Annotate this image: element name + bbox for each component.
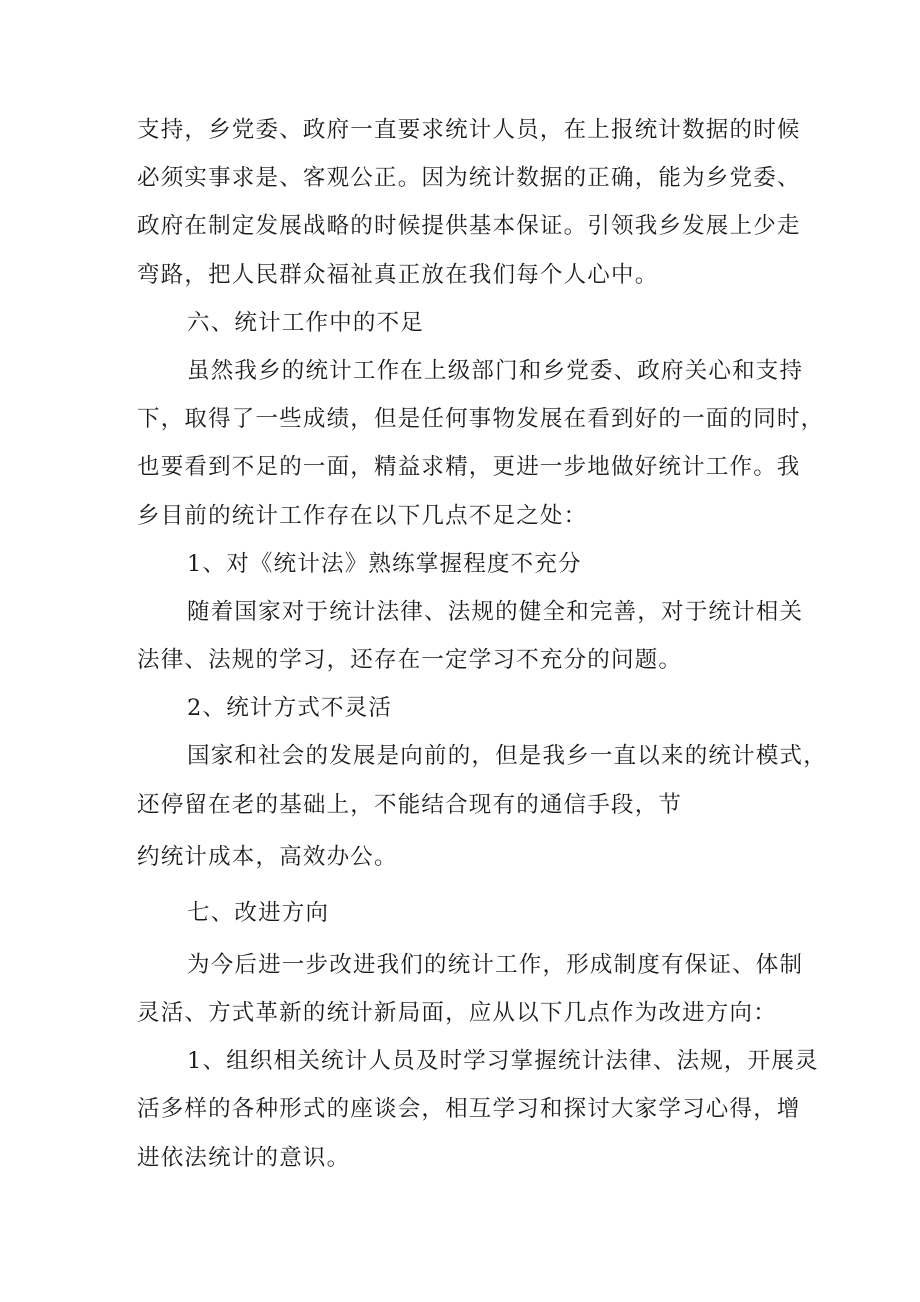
subheading-statistics-law: 1、对《统计法》熟练掌握程度不充分 [187,550,582,577]
paragraph-line: 为今后进一步改进我们的统计工作，形成制度有保证、体制 [187,951,804,978]
paragraph-line: 支持，乡党委、政府一直要求统计人员，在上报统计数据的时候 [137,117,801,143]
paragraph-line: 弯路，把人民群众福祉真正放在我们每个人心中。 [137,261,659,288]
paragraph-line: 国家和社会的发展是向前的，但是我乡一直以来的统计模式， [187,743,827,770]
paragraph-line: 必须实事求是、客观公正。因为统计数据的正确，能为乡党委、 [137,165,801,192]
paragraph-line: 1、组织相关统计人员及时学习掌握统计法律、法规，开展灵 [187,1048,819,1075]
section-heading-shortcomings: 六、统计工作中的不足 [187,309,425,336]
paragraph-line: 也要看到不足的一面，精益求精，更进一步地做好统计工作。我 [137,454,801,481]
paragraph-line: 灵活、方式革新的统计新局面，应从以下几点作为改进方向： [137,1000,777,1026]
paragraph-line: 还停留在老的基础上，不能结合现有的通信手段，节 [137,791,683,818]
paragraph-line: 进依法统计的意识。 [137,1144,351,1171]
paragraph-line: 约统计成本，高效办公。 [137,843,398,870]
paragraph-line: 政府在制定发展战略的时候提供基本保证。引领我乡发展上少走 [137,213,801,240]
paragraph-line: 下，取得了一些成绩，但是任何事物发展在看到好的一面的同时， [137,406,825,433]
paragraph-line: 虽然我乡的统计工作在上级部门和乡党委、政府关心和支持 [187,357,804,384]
paragraph-line: 活多样的各种形式的座谈会，相互学习和探讨大家学习心得，增 [137,1096,801,1123]
paragraph-line: 随着国家对于统计法律、法规的健全和完善，对于统计相关 [187,598,804,625]
subheading-statistics-method: 2、统计方式不灵活 [187,695,393,722]
paragraph-line: 乡目前的统计工作存在以下几点不足之处： [137,502,588,529]
section-heading-improvement: 七、改进方向 [187,899,330,926]
document-body [137,106,827,1182]
paragraph-line: 法律、法规的学习，还存在一定学习不充分的问题。 [137,647,683,674]
